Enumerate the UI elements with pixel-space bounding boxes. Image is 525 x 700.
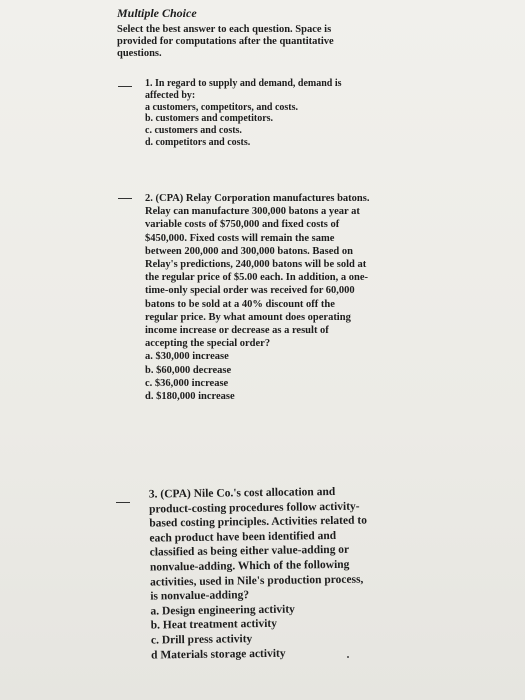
question-2 <box>145 192 370 403</box>
question-1-stem: 1. In regard to supply and demand, demand is affected by: <box>145 78 342 101</box>
answer-blank-3 <box>116 502 130 503</box>
question-3 <box>149 484 371 662</box>
instructions-text: Select the best answer to each question. Space is provided for computations after the quantitative questions. <box>117 24 334 59</box>
question-2-option-c: c. $36,000 increase <box>145 377 229 389</box>
answer-blank-1 <box>118 86 132 87</box>
question-1-option-a: a customers, competitors, and costs. <box>145 101 299 113</box>
question-1 <box>145 78 375 149</box>
question-2-option-b: b. $60,000 decrease <box>145 364 232 376</box>
question-2-options <box>145 350 370 403</box>
question-2-stem: 2. (CPA) Relay Corporation manufactures batons. Relay can manufacture 300,000 batons a year at variable costs of $750,000 and fixed costs of $450,000. Fixed costs will remain the same between 200,000 and 300,000 batons. Based on Relay's predictions, 240,000 batons will be sold at the regular price of $5.00 each. In addition, a one-time-only special order was received for 60,000 batons to be sold at a 40% discount off the regular price. By what amount does operating income increase or decrease as a result of accepting the special order? <box>145 193 370 350</box>
question-3-stem: 3. (CPA) Nile Co.'s cost allocation and product-costing procedures follow activity-based costing principles. Activities related to each product have been identified and classified as being either value-adding or nonvalue-adding. Which of the following activities, used in Nile's production process, is nonvalue-adding? <box>148 485 367 603</box>
question-3-option-b: b. Heat treatment activity <box>150 618 278 632</box>
answer-blank-2 <box>118 198 132 199</box>
question-3-option-c: c. Drill press activity <box>150 633 253 647</box>
question-1-options <box>145 102 375 149</box>
question-1-option-b: b. customers and competitors. <box>145 113 274 125</box>
question-2-option-d: d. $180,000 increase <box>145 391 235 403</box>
question-1-option-d: d. competitors and costs. <box>145 136 251 148</box>
question-3-options <box>150 601 371 662</box>
question-3-option-a: a. Design engineering activity <box>150 603 295 618</box>
question-3-option-d: d Materials storage activity <box>151 647 286 662</box>
stray-mark <box>347 656 349 658</box>
question-2-option-a: a. $30,000 increase <box>145 351 229 363</box>
section-heading: Multiple Choice <box>117 6 197 20</box>
question-1-option-c: c. customers and costs. <box>145 125 242 137</box>
